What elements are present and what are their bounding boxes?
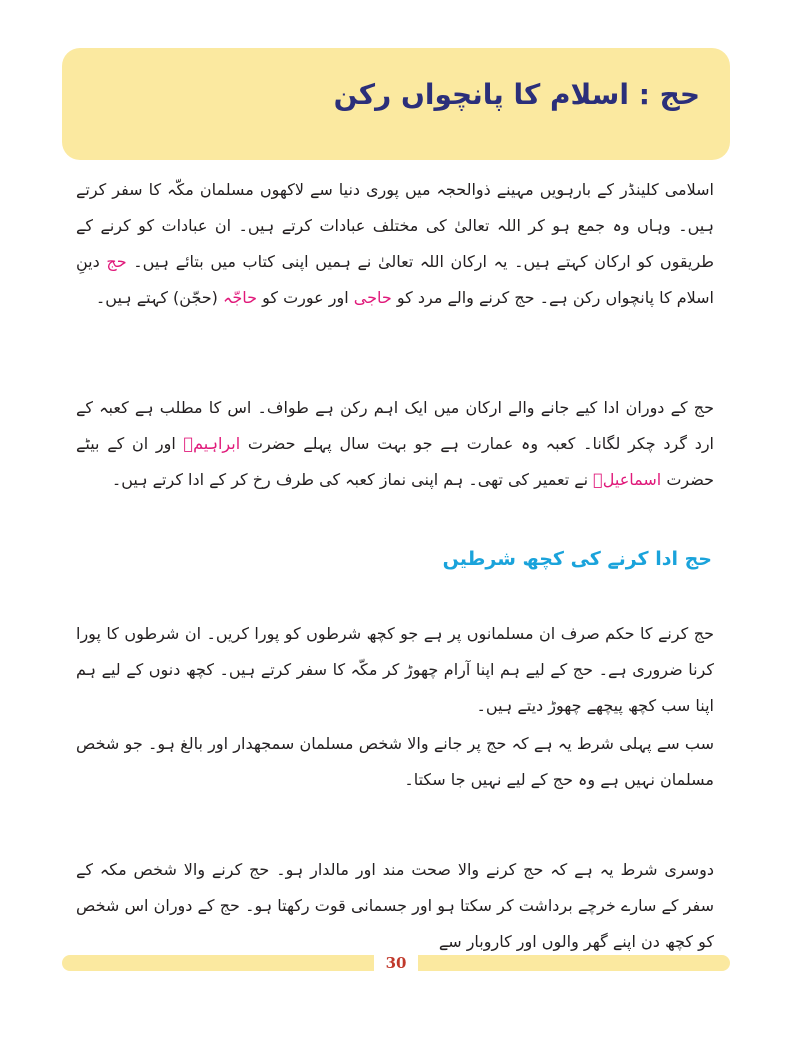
page-number: 30	[374, 951, 418, 975]
paragraph-conditions: حج کرنے کا حکم صرف ان مسلمانوں پر ہے جو کچھ شرطوں کو پورا کریں۔ ان شرطوں کا پورا کرنا ضروری ہے۔ حج کے لیے ہم اپنا آرام چھوڑ کر مکّہ کا سفر کرتے ہیں۔ کچھ دنوں کے لیے ہم اپنا سب کچھ پیچھے چھوڑ دیتے ہیں۔	[76, 624, 714, 715]
highlight-ismail: اسماعیلؑ	[593, 470, 662, 489]
paragraph-second-condition: دوسری شرط یہ ہے کہ حج کرنے والا صحت مند اور مالدار ہو۔ حج کرنے والا شخص مکہ کے سفر کے سارے خرچے برداشت کر سکتا ہو اور جسمانی قوت رکھتا ہو۔ حج کے دوران اس شخص کو کچھ دن اپنے گھر والوں اور کاروبار سے	[76, 860, 714, 951]
p1-text-d: (حجّن) کہتے ہیں۔	[95, 288, 218, 307]
p1-text-a: اسلامی کلینڈر کے بارہویں مہینے ذوالحجہ میں پوری دنیا سے لاکھوں مسلمان مکّہ کا سفر کرتے ہیں۔ وہاں وہ جمع ہو کر اللہ تعالیٰ کی مختلف عبادات کرتے ہیں۔ ان عبادات کو کرنے کے طریقوں کو ارکان کہتے ہیں۔ یہ ارکان اللہ تعالیٰ نے ہمیں اپنی کتاب میں بتائے ہیں۔	[76, 180, 715, 271]
paragraph-intro	[76, 172, 714, 316]
title-hajj: حج	[659, 78, 700, 111]
paragraph-tawaf	[76, 390, 714, 498]
title-banner	[62, 48, 730, 160]
highlight-haji: حاجی	[353, 288, 392, 307]
p2-text-a: حج کے دوران ادا کیے جانے والے ارکان میں ایک اہم رکن ہے طواف۔ اس کا مطلب ہے کعبہ کے ارد گرد چکر لگانا۔ کعبہ وہ عمارت ہے جو بہت سال پہلے حضرت	[76, 398, 714, 453]
paragraph-first-condition: سب سے پہلی شرط یہ ہے کہ حج پر جانے والا شخص مسلمان سمجھدار اور بالغ ہو۔ جو شخص مسلمان نہیں ہے وہ حج کے لیے نہیں جا سکتا۔	[76, 734, 714, 789]
section-heading: حج ادا کرنے کی کچھ شرطیں	[442, 548, 712, 570]
p1-text-c: اور عورت کو	[262, 288, 349, 307]
p1-text-b: دینِ اسلام کا پانچواں رکن ہے۔ حج کرنے والے مرد کو	[76, 252, 714, 307]
title-rest: اسلام کا پانچواں رکن	[333, 78, 629, 111]
p2-text-c: نے تعمیر کی تھی۔ ہم اپنی نماز کعبہ کی طرف رخ کر کے ادا کرتے ہیں۔	[111, 470, 589, 489]
title-separator: :	[638, 78, 650, 111]
highlight-hajj: حج	[106, 252, 127, 271]
highlight-ibrahim: ابراہیمؑ	[183, 434, 241, 453]
highlight-hajja: حاجّہ	[223, 288, 258, 307]
page-title	[334, 78, 700, 111]
p2-text-b: اور ان کے بیٹے حضرت	[76, 434, 714, 489]
